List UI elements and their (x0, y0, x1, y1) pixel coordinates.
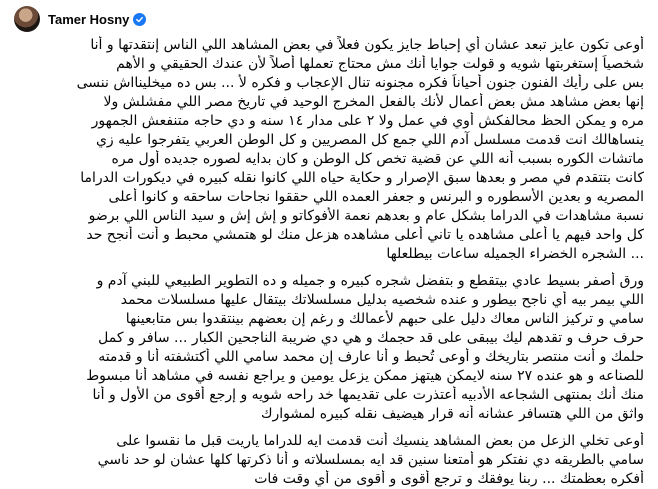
post-text-line: بس على رأيك الفنون جنون أحياناً فكره مجنونه تنال الإعجاب و فكره لأ ... بس ده ميخلينااش ننسى (76, 75, 644, 91)
post-text-line: حلمك و أنت منتصر بتاريخك و أوعى تُحبط و أنا عارف إن محمد سامي اللي أكتشفته أنا و قدمته (98, 349, 644, 365)
post-text-line: ورق أصفر بسيط عادي بيتقطع و بتفضل شجره كبيره و جميله و ده التطوير الطبيعي للبني آدم و (96, 273, 644, 289)
author-avatar[interactable] (14, 6, 40, 32)
post-paragraph (14, 432, 644, 489)
post-paragraph (14, 36, 644, 264)
post-text-line: كانت بتتقدم في مصر و بعدها سبق الإصرار و حكاية حياه اللي كانوا نقله كبيره في ديكورات الدراما (80, 170, 644, 186)
post-text-line: منك أنك بمنتهى الشجاعه الأدبيه أعتذرت على تقديمها خد راحه شويه و إرجع أقوى من الأول و أنا (92, 387, 644, 403)
post-text-line: حرف حرف و تقدهم ليك بيبقى على قد حجمك و هي دي ضريبة الناجحين الكبار ... سافر و كمل (98, 330, 644, 346)
post-text-line: للصناعه و هو عنده ٢٧ سنه لايمكن هيتهز ممكن يزعل يومين و يراجع نفسه في مشاهد أنا مبسوط (86, 368, 644, 384)
post-text-line: سامي بالطريقه دي نفتكر هو أمتعنا سنين قد ايه بمسلسلاته و أنا ذكرتها كلها عشان لو حد ناسي (97, 452, 644, 468)
post-text-line: ينساهالك انت قدمت مسلسل آدم اللي جمع كل المصريين و كل الوطن العربي يتفرجوا عليه زي (95, 132, 644, 148)
post-text-line: كل واحد فيهم يا أعلى مشاهده يا تاني أعلى مشاهده هزعل منك لو هتمشي محبط و أنت أنجح حد (86, 227, 644, 243)
post-text-line: شخصياً إستغربتها شويه و قولت جوايا أنك مش محتاج تعملها أصلاً لأن عندك الحقيقي و الأهم (116, 56, 644, 72)
post-text (14, 36, 644, 489)
post-text-line: أوعى تخلي الزعل من بعض المشاهد ينسيك أنت قدمت ايه للدراما ياريت قبل ما نقسوا على (116, 433, 644, 449)
post-text-line: نسبة مشاهدات في الدراما بشكل عام و بعدهم نعمة الأفوكاتو و إش إش و سيد الناس اللي برضو (88, 208, 644, 224)
author-name[interactable]: Tamer Hosny (48, 11, 130, 27)
verified-badge-icon (133, 13, 146, 26)
post-text-line: إنها بعض مشاهد مش بعض أعمال لأنك بالفعل المخرج الوحيد في تاريخ مصر اللي مفشلش ولا (103, 94, 644, 110)
post-text-line: اللي بيمر بيه أي ناجح بيطور و عنده شخصيه بدليل مسلسلاتك بيتقال عليها مسلسلات محمد (120, 292, 644, 308)
post-text-line: المصريه و بعدين الأسطوره و البرنس و جعفر العمده اللي حققوا نجاحات ساحقه و كانوا أعلى (108, 189, 644, 205)
post-text-line: واثق من اللي هتسافر عشانه أنه قرار هيضيف نقله كبيره لمشوارك (260, 406, 644, 422)
post-text-line: أفكره بعظمتك ... ربنا يوفقك و ترجع أقوى و أقوى من أي وقت فات (254, 471, 644, 487)
post-header (14, 6, 644, 32)
post-paragraph (14, 272, 644, 424)
post-text-line: مره و يمكن الحظ محالفكش أوي في عمل ولا ٢ على مدار ١٤ سنه و دي حاجه متنفعش الجمهور (91, 113, 644, 129)
post-text-line: ماتشات الكوره بسبب أنه اللي عن قضية تخص كل الوطن و كان بدايه لصوره جديده أول مره (111, 151, 644, 167)
post-text-line: أوعى تكون عايز تبعد عشان أي إحباط جايز يكون فعلاً في بعض المشاهد اللي الناس إنتقدتها و أنا (90, 37, 644, 53)
post-text-line: سامي و تركيز الناس معاك دليل على حبهم لأعمالك و رغم إن بعضهم بينتقدوا بس متابعينها (125, 311, 644, 327)
post-text-line: ... الشجره الخضراء الجميله ساعات بيطلعلها (386, 246, 644, 262)
